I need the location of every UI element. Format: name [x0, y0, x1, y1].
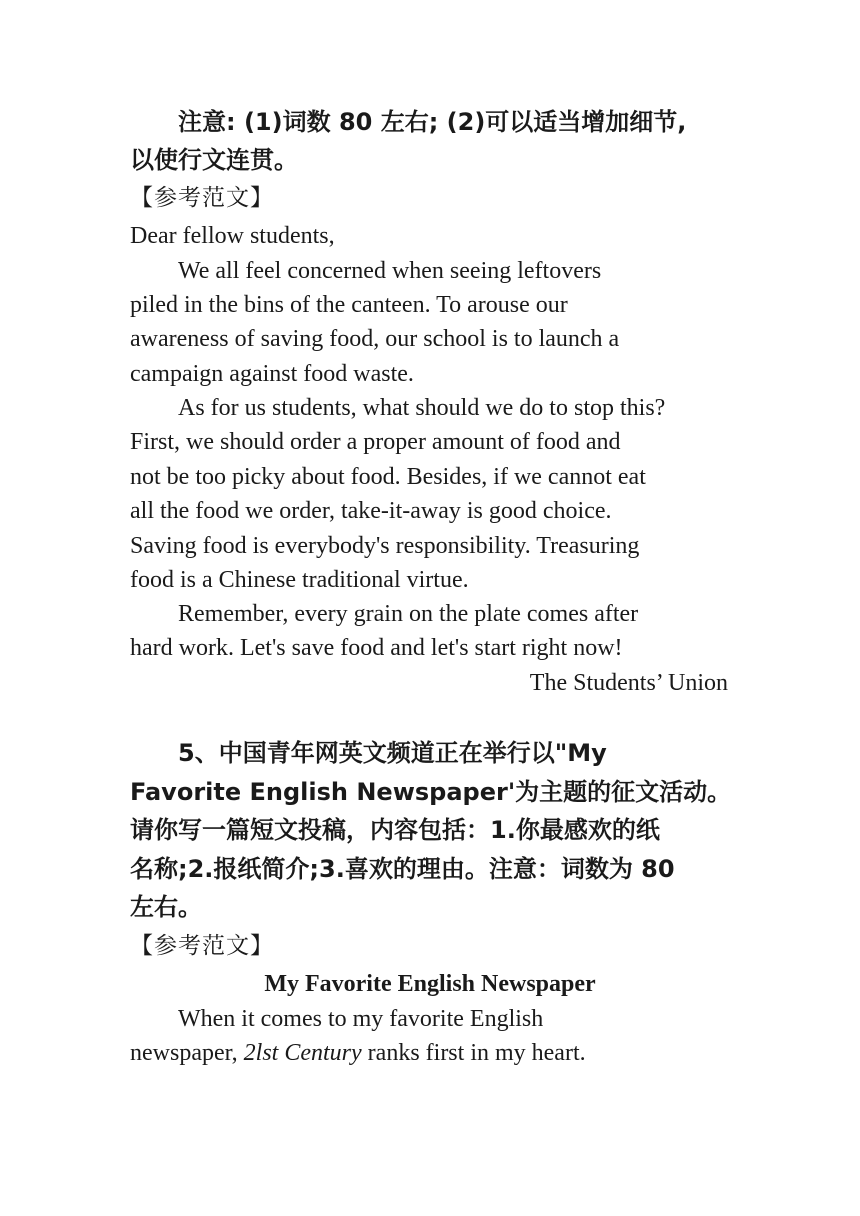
question-5-line: Favorite English Newspaper'为主题的征文活动。 [130, 778, 732, 806]
newspaper-name: 2lst Century [243, 1040, 362, 1066]
letter-p2-line: all the food we order, take-it-away is good choice. [130, 498, 612, 524]
letter-p2-line: As for us students, what should we do to stop this? [178, 395, 666, 421]
question-5-line: 名称;2.报纸简介;3.喜欢的理由。注意：词数为 80 [130, 855, 675, 883]
question-5-line: 左右。 [130, 893, 202, 921]
essay-text: ranks first in my heart. [361, 1040, 586, 1066]
reference-label: 【参考范文】 [130, 185, 274, 211]
letter-signature: The Students’ Union [529, 670, 728, 696]
letter-p1-line: awareness of saving food, our school is to launch a [130, 326, 620, 352]
essay-line-2 [130, 1037, 586, 1069]
essay-line-1: When it comes to my favorite English [178, 1006, 544, 1032]
letter-p2-line: food is a Chinese traditional virtue. [130, 567, 469, 593]
letter-p3-line: Remember, every grain on the plate comes after [178, 601, 639, 627]
letter-p1-line: We all feel concerned when seeing leftovers [178, 258, 602, 284]
note-line-1: 注意: (1)词数 80 左右; (2)可以适当增加细节, [178, 108, 687, 136]
question-5-line: 5、中国青年网英文频道正在举行以"My [178, 739, 607, 767]
letter-p2-line: First, we should order a proper amount of food and [130, 429, 621, 455]
letter-p2-line: not be too picky about food. Besides, if we cannot eat [130, 464, 646, 490]
letter-p2-line: Saving food is everybody's responsibility. Treasuring [130, 533, 640, 559]
question-5-line: 请你写一篇短文投稿，内容包括：1.你最感欢的纸 [130, 816, 660, 844]
reference-label: 【参考范文】 [130, 933, 274, 959]
letter-p1-line: campaign against food waste. [130, 361, 414, 387]
letter-p1-line: piled in the bins of the canteen. To arouse our [130, 292, 568, 318]
letter-salutation: Dear fellow students, [130, 223, 335, 249]
letter-p3-line: hard work. Let's save food and let's start right now! [130, 635, 623, 661]
essay-text: newspaper, [130, 1040, 244, 1066]
essay-title: My Favorite English Newspaper [264, 971, 596, 997]
note-line-2: 以使行文连贯。 [130, 146, 298, 174]
